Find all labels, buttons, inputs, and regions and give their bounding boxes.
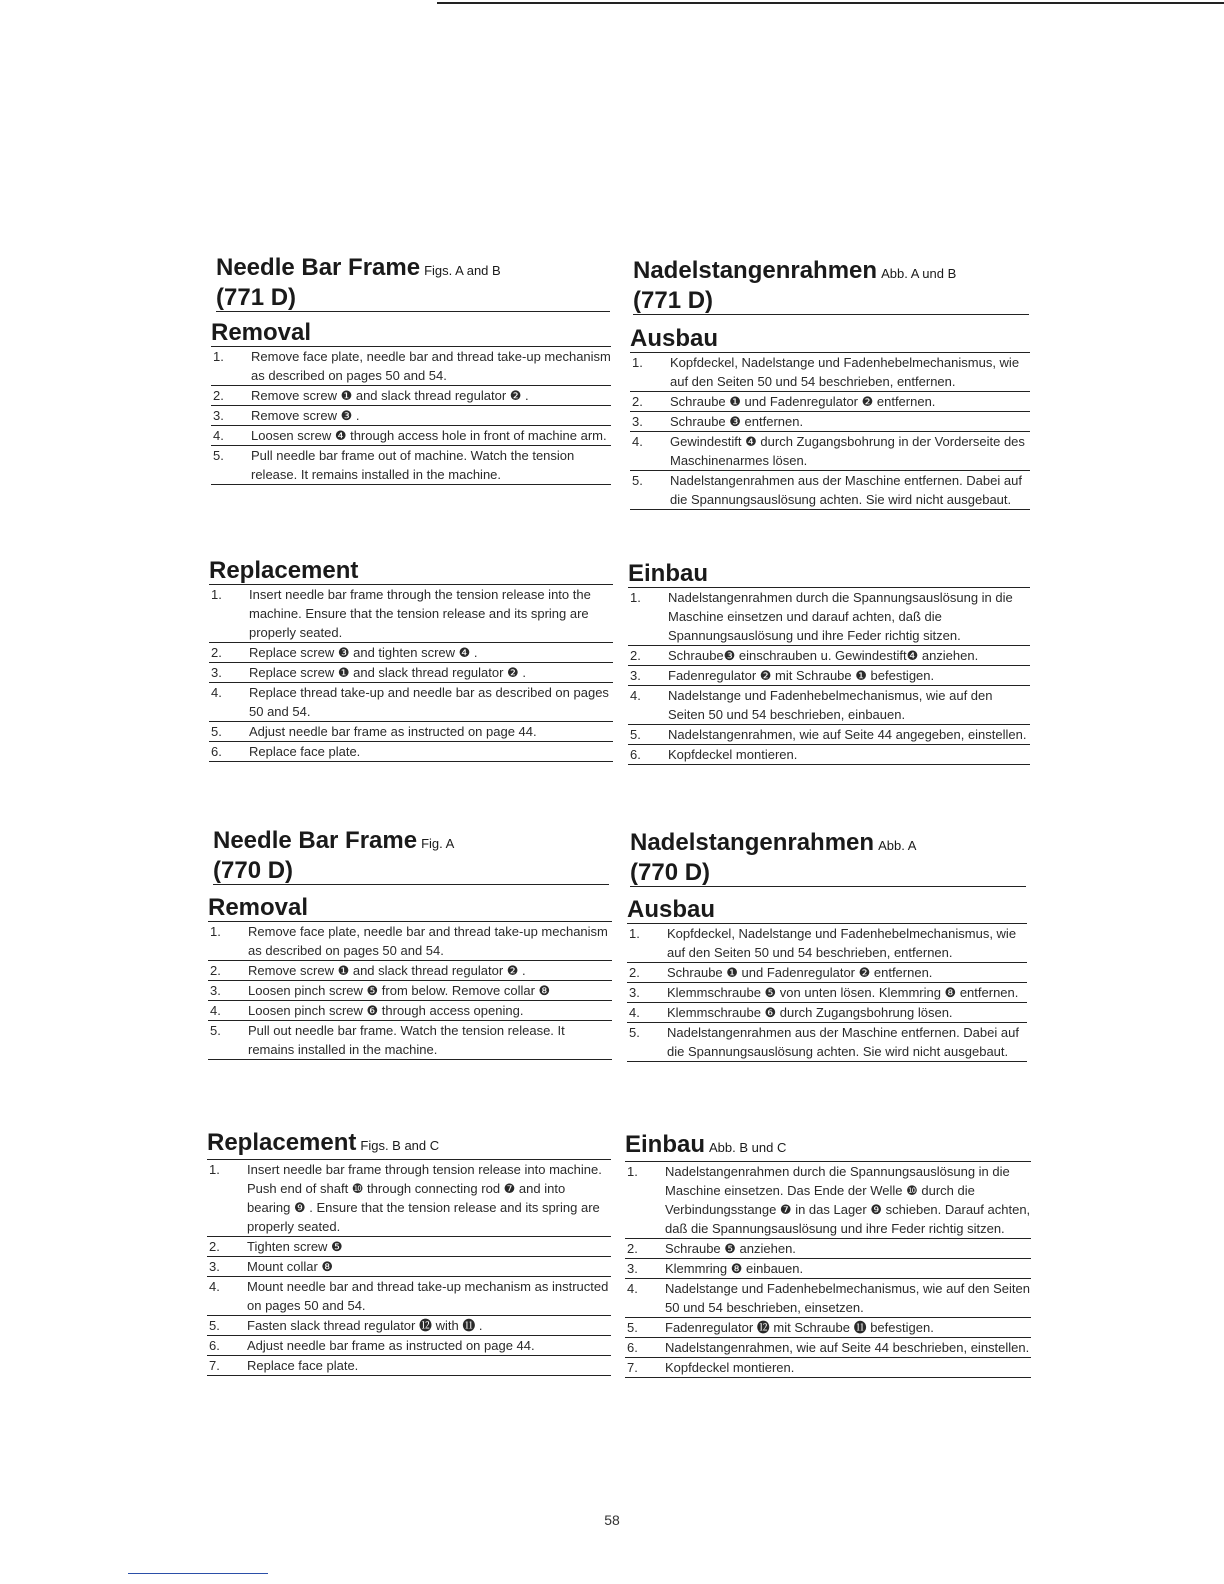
step-number: 1. — [211, 587, 222, 602]
replacement-steps — [628, 588, 1030, 765]
title-text: Needle Bar Frame — [213, 827, 418, 854]
step-text: Nadelstangenrahmen aus der Maschine entfernen. Dabei auf die Spannungsauslösung achten. Sie wird nicht ausgebaut. — [670, 473, 1022, 507]
removal-heading: Ausbau — [627, 897, 1027, 924]
step-text: Nadelstange und Fadenhebelmechanismus, wie auf den Seiten 50 und 54 beschrieben, einsetzen. — [665, 1281, 1030, 1315]
step-item — [208, 1001, 612, 1021]
step-number: 1. — [632, 355, 643, 370]
step-number: 6. — [211, 744, 222, 759]
step-text: Remove screw ❶ and slack thread regulator ❷ . — [251, 388, 529, 403]
step-item — [628, 666, 1030, 686]
step-number: 1. — [627, 1164, 638, 1179]
section-title — [630, 829, 1026, 887]
model-label: (770 D) — [630, 859, 711, 886]
step-number: 3. — [213, 408, 224, 423]
model-label: (771 D) — [216, 284, 297, 311]
step-item — [630, 412, 1030, 432]
step-item — [628, 686, 1030, 725]
step-item — [630, 353, 1030, 392]
title-text: Nadelstangenrahmen — [630, 829, 875, 856]
step-item — [625, 1358, 1031, 1378]
step-item — [630, 432, 1030, 471]
removal-steps — [208, 922, 612, 1060]
step-text: Nadelstangenrahmen, wie auf Seite 44 beschrieben, einstellen. — [665, 1340, 1030, 1355]
removal-heading: Ausbau — [630, 326, 1030, 353]
step-text: Adjust needle bar frame as instructed on page 44. — [247, 1338, 535, 1353]
step-item — [207, 1237, 611, 1257]
step-item — [627, 963, 1027, 983]
step-text: Remove face plate, needle bar and thread take-up mechanism as described on pages 50 and 54. — [248, 924, 608, 958]
bottom-rule — [128, 1573, 268, 1574]
top-rule — [437, 2, 1224, 4]
step-text: Pull needle bar frame out of machine. Watch the tension release. It remains installed in the machine. — [251, 448, 575, 482]
step-item — [628, 745, 1030, 765]
step-number: 5. — [630, 727, 641, 742]
step-number: 3. — [209, 1259, 220, 1274]
step-number: 6. — [630, 747, 641, 762]
step-number: 2. — [210, 963, 221, 978]
step-text: Loosen pinch screw ❻ through access opening. — [248, 1003, 524, 1018]
model-label: (771 D) — [633, 287, 714, 314]
step-item — [209, 742, 613, 762]
step-number: 3. — [630, 668, 641, 683]
step-item — [208, 981, 612, 1001]
removal-heading: Removal — [211, 320, 611, 347]
figure-ref: Figs. A and B — [424, 263, 501, 278]
section-770-en-removal — [208, 895, 612, 1060]
title-text: Needle Bar Frame — [216, 254, 421, 281]
step-item — [628, 646, 1030, 666]
step-item — [627, 983, 1027, 1003]
removal-steps — [627, 924, 1027, 1062]
replacement-steps — [207, 1160, 611, 1376]
step-number: 5. — [210, 1023, 221, 1038]
section-771-en-removal — [211, 320, 611, 485]
step-item — [625, 1259, 1031, 1279]
step-item — [208, 1021, 612, 1060]
step-text: Tighten screw ❺ — [247, 1239, 343, 1254]
section-770-en-header — [213, 827, 609, 885]
step-item — [625, 1318, 1031, 1338]
step-text: Nadelstangenrahmen, wie auf Seite 44 angegeben, einstellen. — [668, 727, 1027, 742]
step-number: 6. — [209, 1338, 220, 1353]
step-text: Fadenregulator ⓬ mit Schraube ⓫ befestigen. — [665, 1320, 934, 1335]
step-number: 1. — [630, 590, 641, 605]
step-text: Nadelstangenrahmen aus der Maschine entfernen. Dabei auf die Spannungsauslösung achten. Sie wird nicht ausgebaut. — [667, 1025, 1019, 1059]
step-text: Remove face plate, needle bar and thread take-up mechanism as described on pages 50 and 54. — [251, 349, 611, 383]
step-item — [628, 588, 1030, 646]
step-number: 3. — [632, 414, 643, 429]
replacement-heading: Replacement — [209, 558, 613, 585]
step-text: Klemmschraube ❺ von unten lösen. Klemmring ❽ entfernen. — [667, 985, 1019, 1000]
step-number: 7. — [627, 1360, 638, 1375]
section-771-de-header — [633, 257, 1029, 315]
replacement-heading — [207, 1130, 611, 1160]
title-text: Nadelstangenrahmen — [633, 257, 878, 284]
step-item — [209, 585, 613, 643]
step-text: Replace screw ❶ and slack thread regulator ❷ . — [249, 665, 526, 680]
step-text: Kopfdeckel montieren. — [668, 747, 798, 762]
step-text: Schraube ❸ entfernen. — [670, 414, 804, 429]
step-item — [209, 683, 613, 722]
step-item — [630, 471, 1030, 510]
step-item — [625, 1338, 1031, 1358]
replacement-steps — [209, 585, 613, 762]
step-item — [627, 1003, 1027, 1023]
figure-ref: Fig. A — [421, 836, 455, 851]
section-771-en-header — [216, 254, 610, 312]
step-number: 4. — [629, 1005, 640, 1020]
step-number: 4. — [213, 428, 224, 443]
step-number: 3. — [211, 665, 222, 680]
removal-steps — [211, 347, 611, 485]
step-item — [209, 663, 613, 683]
step-item — [207, 1257, 611, 1277]
step-number: 5. — [629, 1025, 640, 1040]
step-text: Nadelstange und Fadenhebelmechanismus, wie auf den Seiten 50 und 54 beschrieben, einbauen. — [668, 688, 993, 722]
step-number: 2. — [632, 394, 643, 409]
replacement-heading-text: Replacement — [207, 1129, 357, 1156]
step-text: Nadelstangenrahmen durch die Spannungsauslösung in die Maschine einsetzen und darauf achten, daß die Spannungsauslösung und ihre Feder richtig sitzen. — [668, 590, 1013, 643]
step-item — [625, 1162, 1031, 1239]
step-item — [627, 924, 1027, 963]
step-item — [207, 1277, 611, 1316]
section-770-de-removal — [627, 897, 1027, 1062]
model-label: (770 D) — [213, 857, 294, 884]
step-number: 3. — [210, 983, 221, 998]
step-number: 2. — [211, 645, 222, 660]
step-item — [207, 1316, 611, 1336]
step-text: Loosen pinch screw ❺ from below. Remove collar ❽ — [248, 983, 551, 998]
step-number: 3. — [627, 1261, 638, 1276]
step-number: 5. — [211, 724, 222, 739]
section-771-de-replacement — [628, 561, 1030, 765]
step-number: 4. — [210, 1003, 221, 1018]
step-text: Replace face plate. — [247, 1358, 359, 1373]
step-text: Insert needle bar frame through the tension release into the machine. Ensure that the tension release and its spring are properly seated. — [249, 587, 591, 640]
step-text: Kopfdeckel montieren. — [665, 1360, 795, 1375]
step-number: 3. — [629, 985, 640, 1000]
step-text: Schraube ❶ und Fadenregulator ❷ entfernen. — [667, 965, 933, 980]
step-text: Kopfdeckel, Nadelstange und Fadenhebelmechanismus, wie auf den Seiten 50 und 54 beschrieben, entfernen. — [670, 355, 1020, 389]
step-item — [209, 643, 613, 663]
step-text: Kopfdeckel, Nadelstange und Fadenhebelmechanismus, wie auf den Seiten 50 und 54 beschrieben, entfernen. — [667, 926, 1017, 960]
figure-ref: Abb. A und B — [881, 266, 957, 281]
step-text: Schraube❸ einschrauben u. Gewindestift❹ anziehen. — [668, 648, 979, 663]
step-number: 1. — [210, 924, 221, 939]
step-number: 5. — [209, 1318, 220, 1333]
step-number: 5. — [632, 473, 643, 488]
step-number: 4. — [627, 1281, 638, 1296]
step-text: Fasten slack thread regulator ⓬ with ⓫ . — [247, 1318, 483, 1333]
section-title — [213, 827, 609, 885]
section-770-en-replacement — [207, 1130, 611, 1376]
figure-ref: Figs. B and C — [360, 1138, 440, 1153]
step-text: Klemmring ❽ einbauen. — [665, 1261, 804, 1276]
step-item — [207, 1336, 611, 1356]
step-item — [211, 347, 611, 386]
step-text: Pull out needle bar frame. Watch the tension release. It remains installed in the machine. — [248, 1023, 565, 1057]
step-number: 7. — [209, 1358, 220, 1373]
step-text: Adjust needle bar frame as instructed on page 44. — [249, 724, 537, 739]
step-text: Loosen screw ❹ through access hole in front of machine arm. — [251, 428, 607, 443]
step-item — [208, 922, 612, 961]
step-item — [211, 406, 611, 426]
section-771-de-removal — [630, 326, 1030, 510]
step-text: Replace thread take-up and needle bar as described on pages 50 and 54. — [249, 685, 609, 719]
step-item — [627, 1023, 1027, 1062]
step-item — [628, 725, 1030, 745]
step-text: Gewindestift ❹ durch Zugangsbohrung in der Vorderseite des Maschinenarmes lösen. — [670, 434, 1025, 468]
step-number: 2. — [630, 648, 641, 663]
section-770-de-replacement — [625, 1132, 1031, 1378]
step-item — [211, 446, 611, 485]
step-number: 6. — [627, 1340, 638, 1355]
step-item — [209, 722, 613, 742]
step-number: 1. — [629, 926, 640, 941]
step-item — [211, 386, 611, 406]
replacement-heading — [625, 1132, 1031, 1162]
page-number: 58 — [604, 1512, 620, 1528]
step-number: 4. — [632, 434, 643, 449]
step-number: 1. — [209, 1162, 220, 1177]
step-text: Remove screw ❶ and slack thread regulator ❷ . — [248, 963, 526, 978]
step-number: 4. — [211, 685, 222, 700]
replacement-heading-text: Einbau — [625, 1131, 706, 1158]
replacement-steps — [625, 1162, 1031, 1378]
step-number: 2. — [209, 1239, 220, 1254]
step-item — [625, 1239, 1031, 1259]
section-771-en-replacement — [209, 558, 613, 762]
section-title — [633, 257, 1029, 315]
section-title — [216, 254, 610, 312]
removal-heading: Removal — [208, 895, 612, 922]
removal-steps — [630, 353, 1030, 510]
step-text: Replace face plate. — [249, 744, 361, 759]
step-text: Insert needle bar frame through tension release into machine. Push end of shaft ❿ through connecting rod ❼ and into bearing ❾ . Ensure that the tension release and its spring are properly seated. — [247, 1162, 602, 1234]
step-item — [208, 961, 612, 981]
step-text: Mount collar ❽ — [247, 1259, 334, 1274]
replacement-heading: Einbau — [628, 561, 1030, 588]
step-number: 4. — [209, 1279, 220, 1294]
step-number: 2. — [629, 965, 640, 980]
step-item — [207, 1160, 611, 1237]
step-item — [630, 392, 1030, 412]
step-text: Remove screw ❸ . — [251, 408, 360, 423]
step-text: Replace screw ❸ and tighten screw ❹ . — [249, 645, 478, 660]
step-number: 2. — [627, 1241, 638, 1256]
step-number: 5. — [627, 1320, 638, 1335]
step-text: Klemmschraube ❻ durch Zugangsbohrung lösen. — [667, 1005, 953, 1020]
step-text: Fadenregulator ❷ mit Schraube ❶ befestigen. — [668, 668, 935, 683]
step-text: Nadelstangenrahmen durch die Spannungsauslösung in die Maschine einsetzen. Das Ende der Welle ❿ durch die Verbindungsstange ❼ in das Lager ❾ schieben. Darauf achten, daß die Spannungsauslösung und ihre Feder richtig sitzen. — [665, 1164, 1031, 1236]
figure-ref: Abb. A — [878, 838, 917, 853]
figure-ref: Abb. B und C — [709, 1140, 787, 1155]
step-item — [207, 1356, 611, 1376]
step-number: 1. — [213, 349, 224, 364]
section-770-de-header — [630, 829, 1026, 887]
step-item — [625, 1279, 1031, 1318]
step-number: 5. — [213, 448, 224, 463]
step-text: Schraube ❺ anziehen. — [665, 1241, 796, 1256]
step-text: Mount needle bar and thread take-up mechanism as instructed on pages 50 and 54. — [247, 1279, 609, 1313]
step-number: 4. — [630, 688, 641, 703]
step-item — [211, 426, 611, 446]
step-number: 2. — [213, 388, 224, 403]
step-text: Schraube ❶ und Fadenregulator ❷ entfernen. — [670, 394, 936, 409]
